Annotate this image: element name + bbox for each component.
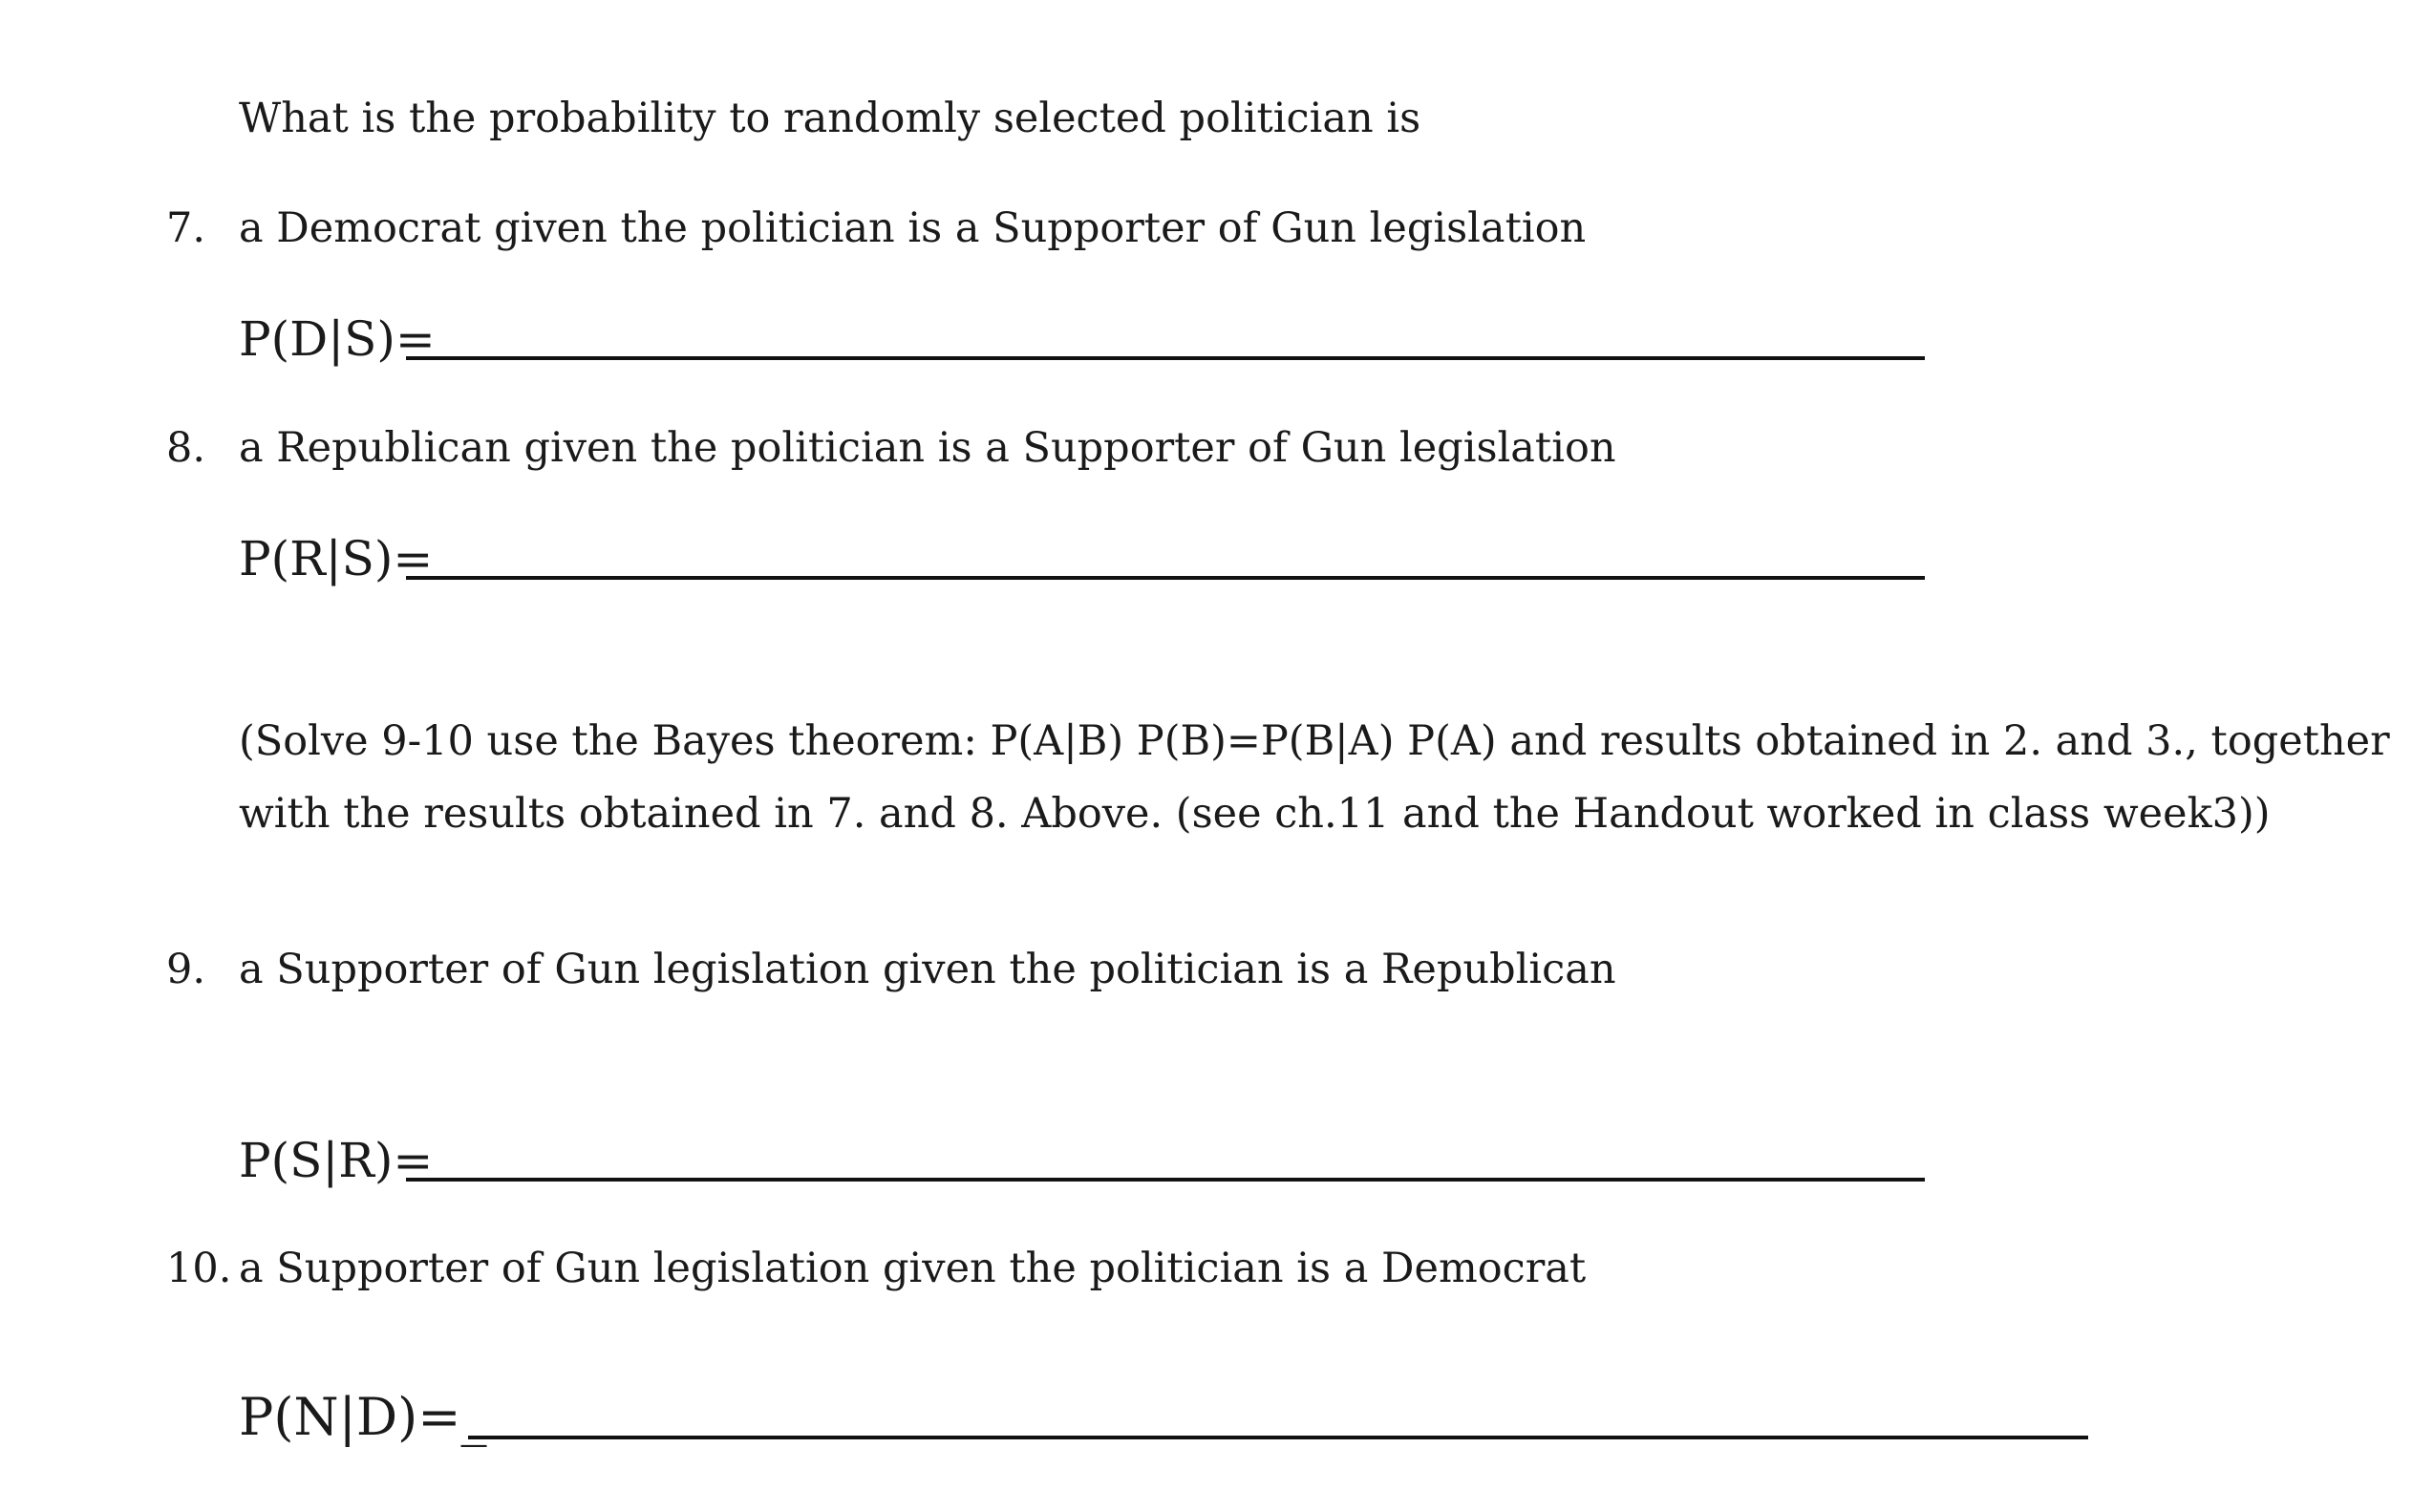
answer-9-label: P(S|R)= [239,1133,434,1188]
question-8-text: a Republican given the politician is a Supporter of Gun legislation [239,424,1616,472]
intro-text: What is the probability to randomly selected politician is [239,95,1421,142]
answer-9-blank[interactable] [406,1178,1925,1182]
question-9-number: 9. [166,946,206,993]
question-7-number: 7. [166,204,206,252]
bayes-note-line-2: with the results obtained in 7. and 8. Above. (see ch.11 and the Handout worked in class week3)) [239,790,2271,838]
question-7-text: a Democrat given the politician is a Supporter of Gun legislation [239,204,1587,252]
answer-8-label: P(R|S)= [239,531,434,586]
question-10-text: a Supporter of Gun legislation given the politician is a Democrat [239,1245,1587,1292]
bayes-note [239,705,2412,850]
answer-7-blank[interactable] [406,356,1925,360]
question-9-text: a Supporter of Gun legislation given the politician is a Republican [239,946,1616,993]
answer-10-label: P(N|D)=_ [239,1387,487,1447]
answer-10-blank[interactable] [468,1436,2088,1439]
question-10-number: 10. [166,1245,232,1292]
answer-7-label: P(D|S)= [239,311,436,367]
bayes-note-line-1: (Solve 9-10 use the Bayes theorem: P(A|B) P(B)=P(B|A) P(A) and results obtained in 2. and 3., together [239,717,2390,765]
answer-8-blank[interactable] [406,576,1925,580]
question-8-number: 8. [166,424,206,472]
